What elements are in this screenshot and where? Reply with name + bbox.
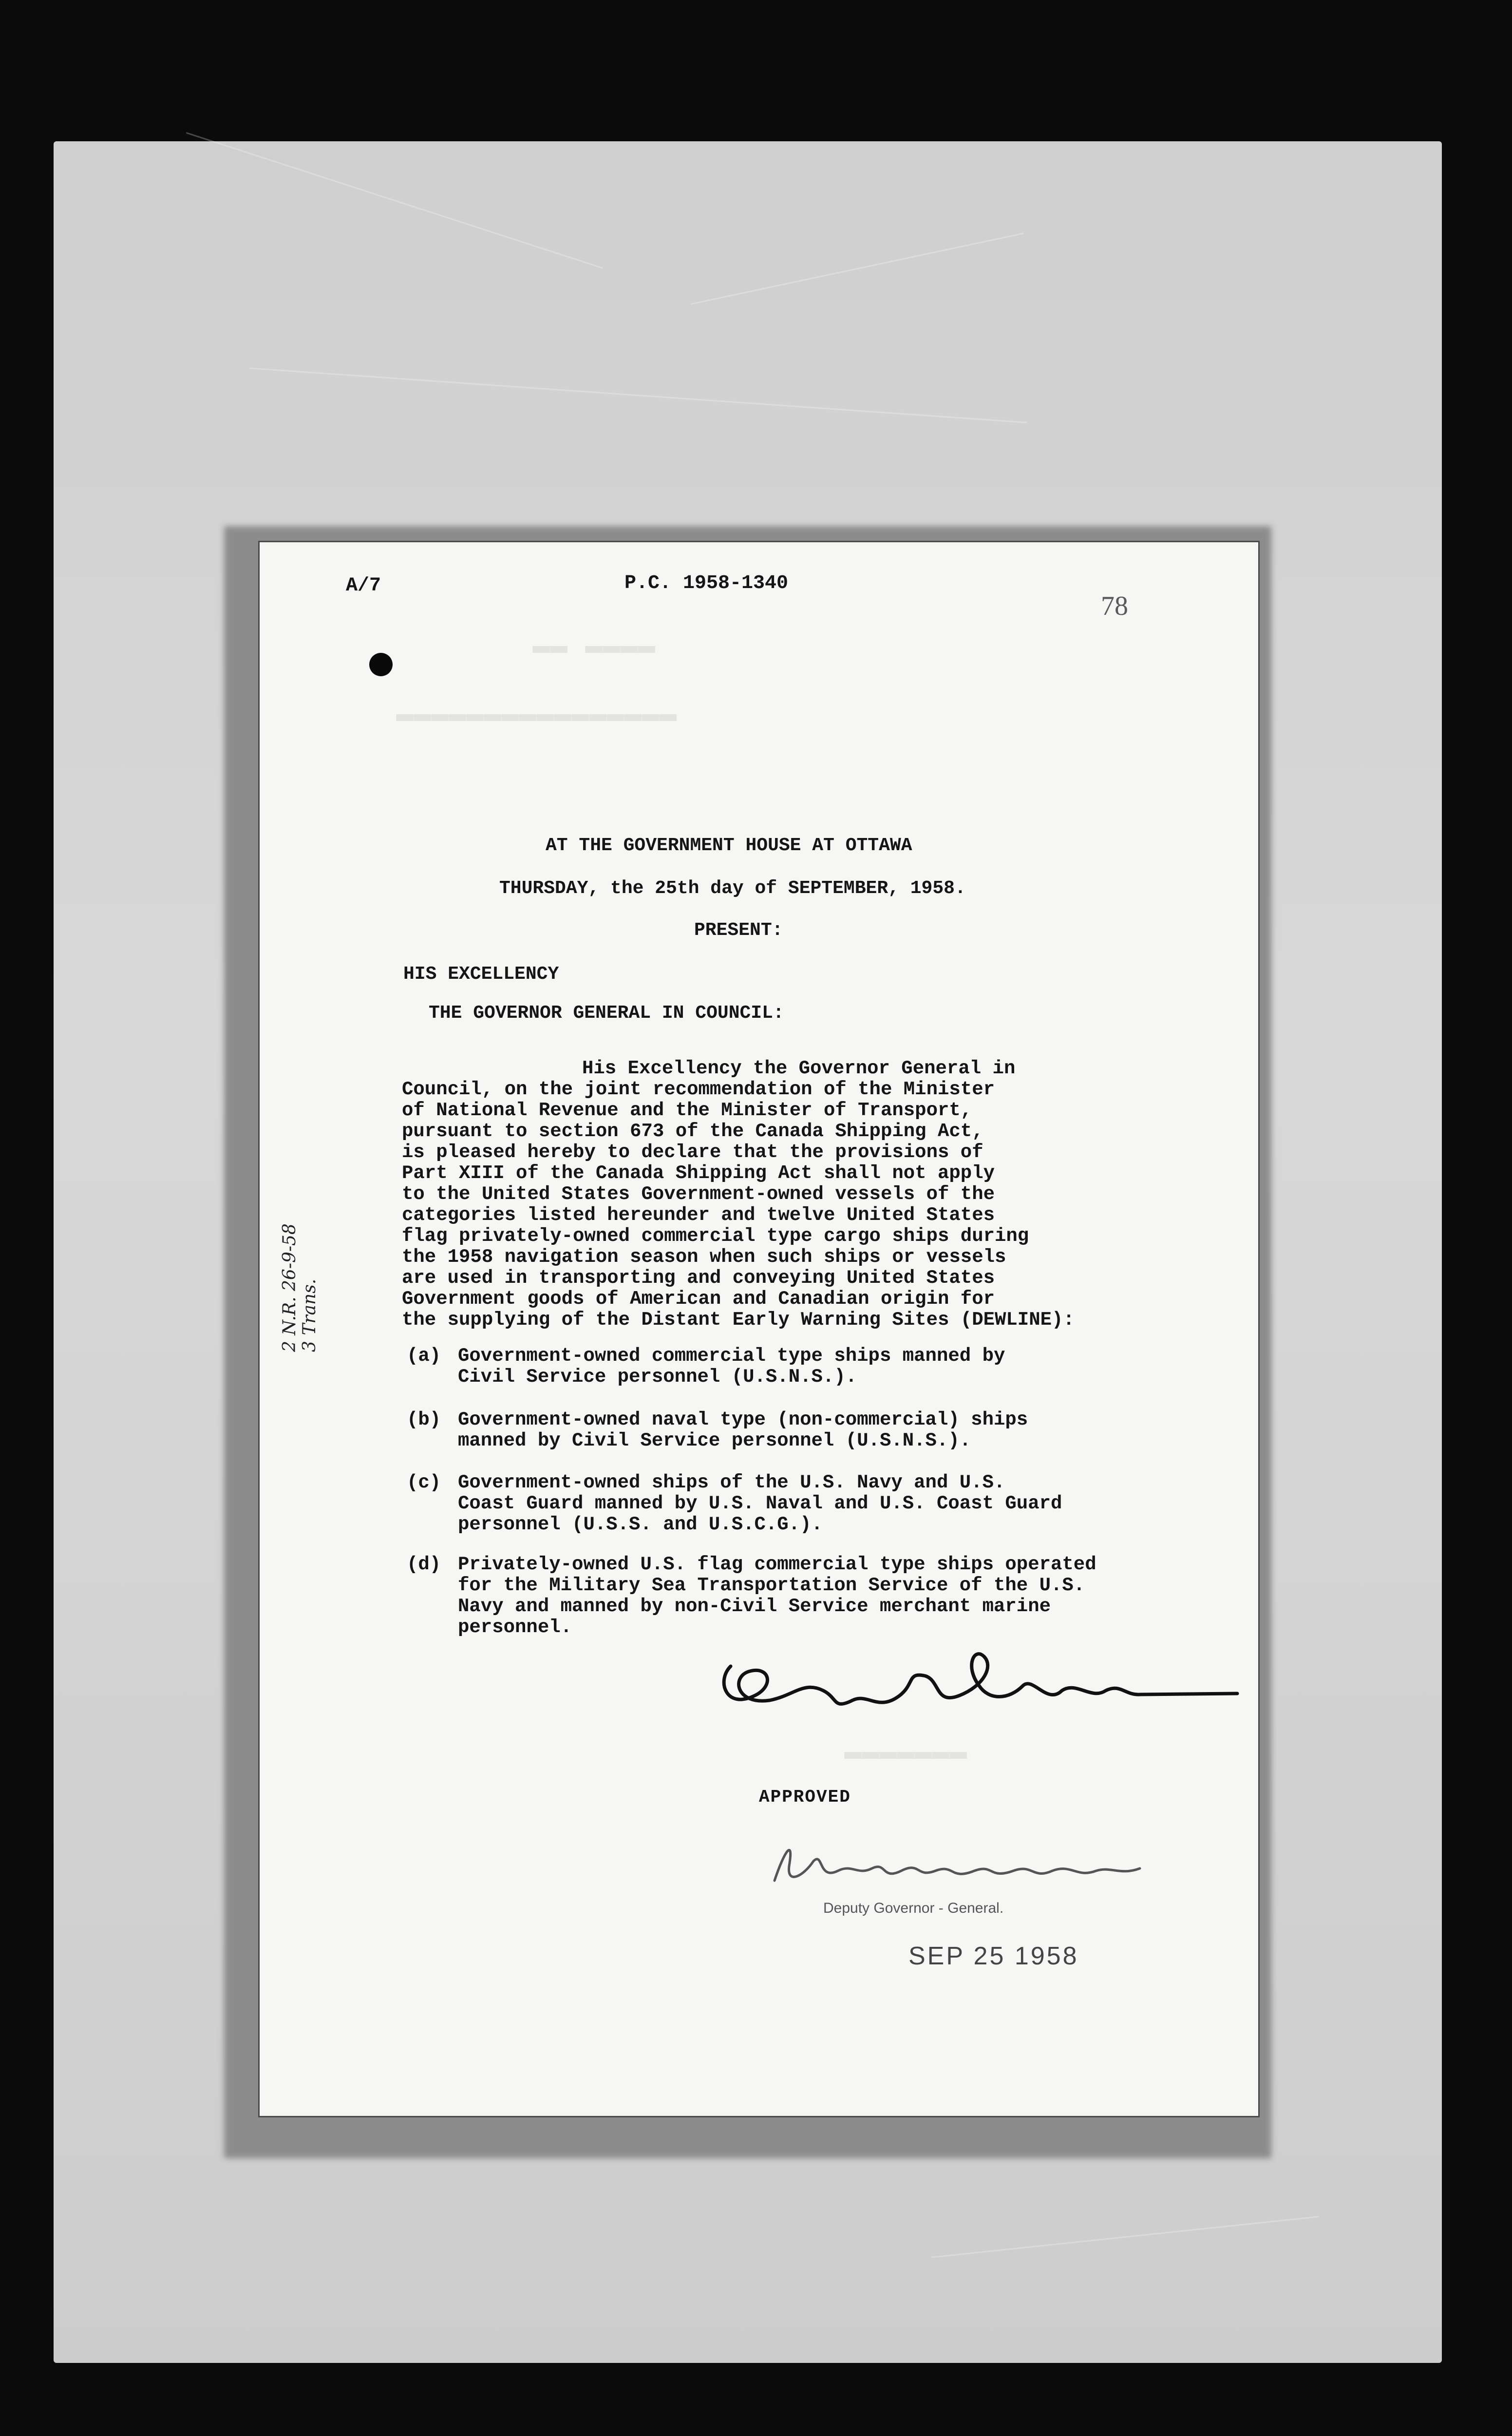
punch-hole (369, 653, 393, 676)
bleed-through-mark: ▬▬ ▬▬▬▬ (532, 630, 656, 663)
heading-present: PRESENT: (694, 920, 783, 941)
item-label-b: (b) (407, 1409, 441, 1430)
bleed-through-mark: ▬▬▬▬▬▬▬ (844, 1736, 967, 1769)
excellency-line-1: HIS EXCELLENCY (403, 964, 559, 985)
item-label-a: (a) (407, 1345, 441, 1367)
item-text-a: Government-owned commercial type ships manned by Civil Service personnel (U.S.N.S.). (458, 1345, 1005, 1388)
item-label-d: (d) (407, 1554, 441, 1575)
pc-number: P.C. 1958-1340 (624, 572, 789, 594)
council-signature (711, 1637, 1247, 1725)
heading-place: AT THE GOVERNMENT HOUSE AT OTTAWA (546, 835, 912, 856)
order-paragraph: His Excellency the Governor General in Council, on the joint recommendation of the Minister of National Revenue and the Minister of Transport, pursuant to section 673 of the Canada Shipping Act, is pleased hereby to declare that the provisions of Part XIII of the Canada Shipping Act shall not apply to the United States Government-owned vessels of the categories listed hereunder and twelve United States flag privately-owned commercial type cargo ships during the 1958 navigation season when such ships or vessels are used in transporting and conveying United States Government goods of American and Canadian origin for the supplying of the Distant Early Warning Sites (DEWLINE): (402, 1058, 1075, 1331)
page-number: 78 (1101, 591, 1128, 621)
excellency-line-2: THE GOVERNOR GENERAL IN COUNCIL: (429, 1003, 784, 1024)
item-text-c: Government-owned ships of the U.S. Navy and U.S. Coast Guard manned by U.S. Naval and U.S. Coast Guard personnel (U.S.S. and U.S.C.G.). (458, 1472, 1062, 1535)
item-label-c: (c) (407, 1472, 441, 1493)
deputy-signature (760, 1822, 1164, 1900)
approved-stamp: APPROVED (759, 1787, 851, 1807)
heading-date: THURSDAY, the 25th day of SEPTEMBER, 1958. (499, 878, 966, 899)
approval-date-stamp: SEP 25 1958 (908, 1942, 1079, 1970)
item-text-b: Government-owned naval type (non-commercial) ships manned by Civil Service personnel (U.S.N.S.). (458, 1409, 1028, 1451)
deputy-title: Deputy Governor - General. (823, 1900, 1004, 1916)
margin-handwritten-note: 3 Trans. (300, 1278, 320, 1352)
file-reference: A/7 (346, 575, 381, 597)
bleed-through-mark: ▬▬▬▬▬▬▬▬▬▬▬▬▬▬▬▬ (396, 698, 677, 731)
item-text-d: Privately-owned U.S. flag commercial type ships operated for the Military Sea Transportation Service of the U.S. Navy and manned by non-Civil Service merchant marine personnel. (458, 1554, 1096, 1638)
